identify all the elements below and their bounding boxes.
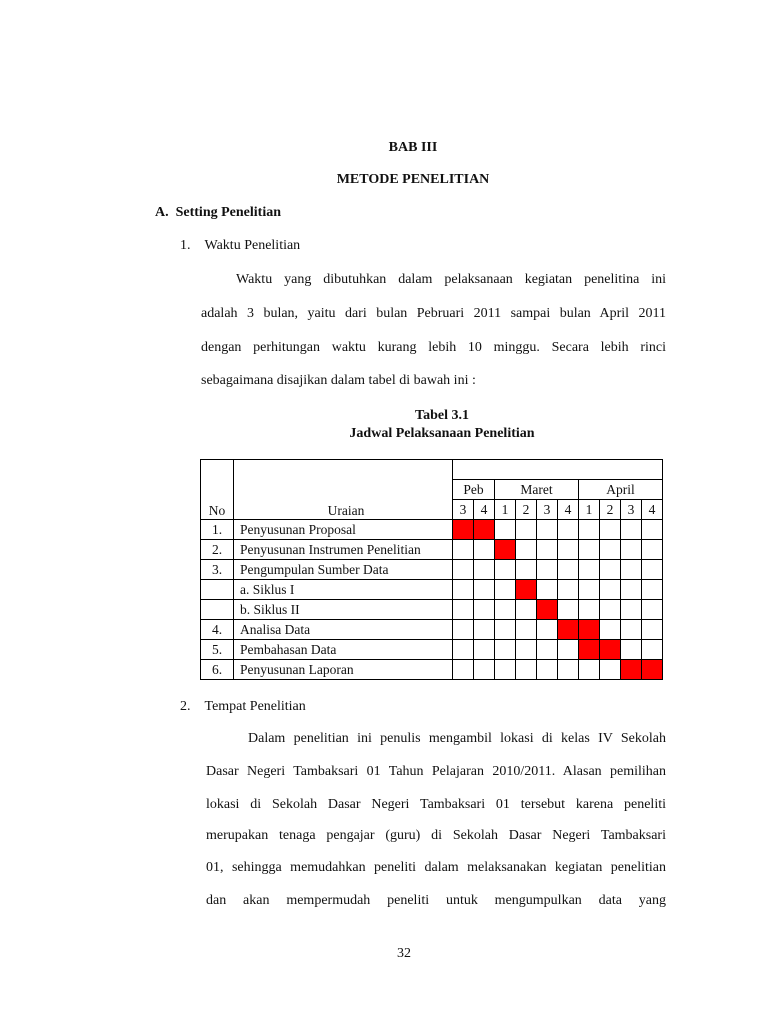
schedule-cell bbox=[621, 620, 642, 640]
schedule-cell bbox=[579, 520, 600, 540]
schedule-cell bbox=[642, 600, 663, 620]
schedule-cell bbox=[474, 580, 495, 600]
schedule-cell bbox=[516, 640, 537, 660]
row-task: Analisa Data bbox=[234, 620, 453, 640]
week-header: 1 bbox=[495, 500, 516, 520]
schedule-cell bbox=[453, 560, 474, 580]
schedule-cell bbox=[474, 620, 495, 640]
schedule-cell-active bbox=[516, 580, 537, 600]
schedule-cell bbox=[495, 660, 516, 680]
schedule-cell bbox=[642, 580, 663, 600]
schedule-cell bbox=[621, 540, 642, 560]
week-header: 2 bbox=[516, 500, 537, 520]
schedule-cell bbox=[579, 600, 600, 620]
paragraph-line: Dasar Negeri Tambaksari 01 Tahun Pelajaran 2010/2011. Alasan pemilihan bbox=[206, 764, 666, 779]
row-task: Pembahasan Data bbox=[234, 640, 453, 660]
subsection-tempat: 2. Tempat Penelitian bbox=[180, 699, 306, 714]
row-number bbox=[201, 600, 234, 620]
table-title: Jadwal Pelaksanaan Penelitian bbox=[349, 426, 535, 441]
schedule-cell bbox=[579, 580, 600, 600]
schedule-cell-active bbox=[621, 660, 642, 680]
schedule-cell bbox=[642, 560, 663, 580]
paragraph-line: 01, sehingga memudahkan peneliti dalam melaksanakan kegiatan penelitian bbox=[206, 860, 666, 875]
week-header: 4 bbox=[642, 500, 663, 520]
row-number: 1. bbox=[201, 520, 234, 540]
schedule-cell bbox=[495, 600, 516, 620]
schedule-cell bbox=[621, 640, 642, 660]
month-header: Maret bbox=[495, 480, 579, 500]
chapter-number: BAB III bbox=[388, 140, 438, 155]
schedule-cell bbox=[453, 660, 474, 680]
paragraph-line: adalah 3 bulan, yaitu dari bulan Pebruari 2011 sampai bulan April 2011 bbox=[201, 306, 666, 321]
schedule-cell bbox=[516, 560, 537, 580]
schedule-cell bbox=[474, 640, 495, 660]
schedule-cell bbox=[621, 520, 642, 540]
schedule-cell bbox=[474, 560, 495, 580]
schedule-cell bbox=[516, 520, 537, 540]
schedule-cell bbox=[642, 540, 663, 560]
schedule-cell bbox=[558, 540, 579, 560]
schedule-cell bbox=[495, 520, 516, 540]
schedule-cell bbox=[537, 660, 558, 680]
table-row bbox=[201, 640, 663, 660]
schedule-cell bbox=[495, 580, 516, 600]
schedule-cell bbox=[558, 560, 579, 580]
table-header-row bbox=[201, 460, 663, 480]
schedule-cell-active bbox=[495, 540, 516, 560]
schedule-cell bbox=[453, 620, 474, 640]
week-header: 4 bbox=[474, 500, 495, 520]
month-header: April bbox=[579, 480, 663, 500]
paragraph-line: sebagaimana disajikan dalam tabel di bawah ini : bbox=[201, 373, 476, 388]
schedule-cell bbox=[579, 540, 600, 560]
row-task: b. Siklus II bbox=[234, 600, 453, 620]
table-caption: Tabel 3.1 bbox=[415, 408, 469, 423]
table-row bbox=[201, 560, 663, 580]
schedule-cell bbox=[537, 620, 558, 640]
schedule-cell-active bbox=[537, 600, 558, 620]
schedule-cell bbox=[474, 600, 495, 620]
schedule-cell bbox=[600, 600, 621, 620]
schedule-cell bbox=[600, 660, 621, 680]
table-row bbox=[201, 520, 663, 540]
week-header: 1 bbox=[579, 500, 600, 520]
month-header: Peb bbox=[453, 480, 495, 500]
week-header: 4 bbox=[558, 500, 579, 520]
schedule-cell bbox=[537, 640, 558, 660]
schedule-cell bbox=[537, 580, 558, 600]
schedule-cell bbox=[537, 520, 558, 540]
schedule-cell bbox=[558, 660, 579, 680]
schedule-cell bbox=[600, 620, 621, 640]
column-header-uraian: Uraian bbox=[234, 460, 453, 520]
column-header-no: No bbox=[201, 460, 234, 520]
week-header: 3 bbox=[537, 500, 558, 520]
schedule-cell bbox=[558, 640, 579, 660]
header-blank-band bbox=[453, 460, 663, 480]
row-number: 3. bbox=[201, 560, 234, 580]
schedule-cell bbox=[516, 600, 537, 620]
subsection-waktu: 1. Waktu Penelitian bbox=[180, 238, 301, 253]
section-heading-setting: A. Setting Penelitian bbox=[155, 205, 281, 220]
table-row bbox=[201, 620, 663, 640]
row-number: 5. bbox=[201, 640, 234, 660]
paragraph-line: Waktu yang dibutuhkan dalam pelaksanaan kegiatan penelitina ini bbox=[236, 272, 666, 287]
paragraph-line: Dalam penelitian ini penulis mengambil lokasi di kelas IV Sekolah bbox=[248, 731, 666, 746]
schedule-cell bbox=[516, 620, 537, 640]
week-header: 3 bbox=[621, 500, 642, 520]
row-number: 6. bbox=[201, 660, 234, 680]
table-row bbox=[201, 600, 663, 620]
table-row bbox=[201, 580, 663, 600]
row-task: Penyusunan Instrumen Penelitian bbox=[234, 540, 453, 560]
paragraph-line: merupakan tenaga pengajar (guru) di Sekolah Dasar Negeri Tambaksari bbox=[206, 828, 666, 843]
schedule-cell-active bbox=[579, 620, 600, 640]
schedule-cell bbox=[600, 520, 621, 540]
schedule-cell bbox=[600, 540, 621, 560]
schedule-cell bbox=[516, 660, 537, 680]
table-row bbox=[201, 660, 663, 680]
schedule-cell bbox=[558, 600, 579, 620]
schedule-cell bbox=[453, 640, 474, 660]
row-task: Penyusunan Proposal bbox=[234, 520, 453, 540]
schedule-cell bbox=[453, 580, 474, 600]
schedule-cell bbox=[579, 660, 600, 680]
schedule-cell bbox=[621, 560, 642, 580]
paragraph-line: lokasi di Sekolah Dasar Negeri Tambaksari 01 tersebut karena peneliti bbox=[206, 797, 666, 812]
schedule-cell bbox=[558, 580, 579, 600]
schedule-cell bbox=[537, 560, 558, 580]
schedule-cell bbox=[642, 620, 663, 640]
page-number: 32 bbox=[397, 946, 411, 961]
schedule-cell-active bbox=[453, 520, 474, 540]
schedule-cell bbox=[642, 640, 663, 660]
schedule-cell-active bbox=[600, 640, 621, 660]
row-number: 2. bbox=[201, 540, 234, 560]
schedule-cell bbox=[579, 560, 600, 580]
row-number bbox=[201, 580, 234, 600]
schedule-cell-active bbox=[642, 660, 663, 680]
chapter-title: METODE PENELITIAN bbox=[336, 172, 490, 187]
schedule-cell-active bbox=[558, 620, 579, 640]
schedule-cell bbox=[621, 600, 642, 620]
paragraph-line: dan akan mempermudah peneliti untuk mengumpulkan data yang bbox=[206, 893, 666, 908]
schedule-cell bbox=[600, 560, 621, 580]
week-header: 3 bbox=[453, 500, 474, 520]
schedule-cell bbox=[453, 540, 474, 560]
row-task: a. Siklus I bbox=[234, 580, 453, 600]
schedule-cell bbox=[474, 660, 495, 680]
schedule-cell bbox=[600, 580, 621, 600]
schedule-cell-active bbox=[474, 520, 495, 540]
schedule-cell bbox=[642, 520, 663, 540]
row-task: Pengumpulan Sumber Data bbox=[234, 560, 453, 580]
schedule-cell bbox=[516, 540, 537, 560]
schedule-cell bbox=[453, 600, 474, 620]
schedule-cell bbox=[558, 520, 579, 540]
schedule-cell bbox=[474, 540, 495, 560]
paragraph-line: dengan perhitungan waktu kurang lebih 10 minggu. Secara lebih rinci bbox=[201, 340, 666, 355]
schedule-cell bbox=[495, 620, 516, 640]
schedule-cell bbox=[537, 540, 558, 560]
schedule-cell-active bbox=[579, 640, 600, 660]
schedule-cell bbox=[621, 580, 642, 600]
week-header: 2 bbox=[600, 500, 621, 520]
row-task: Penyusunan Laporan bbox=[234, 660, 453, 680]
table-row bbox=[201, 540, 663, 560]
schedule-cell bbox=[495, 640, 516, 660]
schedule-cell bbox=[495, 560, 516, 580]
row-number: 4. bbox=[201, 620, 234, 640]
schedule-table bbox=[200, 459, 663, 680]
